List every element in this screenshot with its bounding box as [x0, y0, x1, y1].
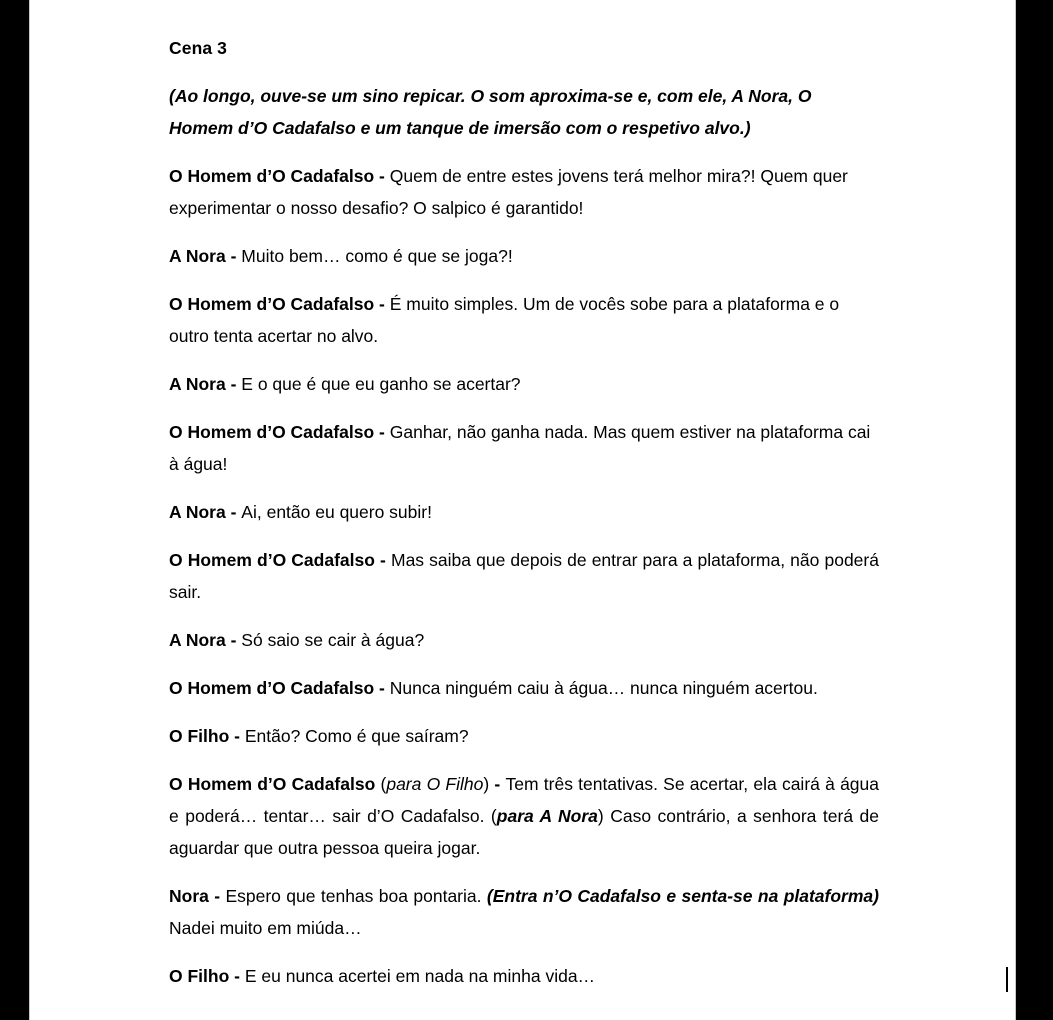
dialogue-text: Quem de entre estes jovens terá melhor mira?! Quem quer experimentar o nosso desafio? O salpico é garantido! — [169, 166, 848, 218]
inline-stage-direction: (Entra n’O Cadafalso e senta-se na plataforma) — [486, 886, 879, 906]
document-page[interactable] — [29, 0, 1016, 1020]
speaker-dash: - — [374, 678, 390, 698]
dialogue-paragraph — [169, 752, 879, 864]
speaker-dash: - — [225, 246, 242, 266]
dialogue-text: Tem três tentativas. Se acertar, ela cairá à água e poderá… tentar… sair d’O Cadafalso. ( — [169, 774, 879, 826]
speaker-name: O Filho — [169, 966, 230, 986]
speaker-name: O Homem d’O Cadafalso — [169, 422, 375, 442]
stage-direction-paragraph — [169, 64, 879, 144]
speaker-name: O Filho — [169, 726, 230, 746]
aside-open-paren: ( — [375, 774, 387, 794]
dialogue-text: Então? Como é que saíram? — [244, 726, 469, 746]
dialogue-paragraph — [169, 352, 879, 400]
dialogue-text: Ai, então eu quero subir! — [241, 502, 432, 522]
dialogue-text: Nunca ninguém caiu à água… nunca ninguém acertou. — [389, 678, 818, 698]
speaker-dash: - — [489, 774, 506, 794]
dialogue-text: E eu nunca acertei em nada na minha vida… — [244, 966, 596, 986]
dialogue-text: Mas saiba que depois de entrar para a plataforma, não poderá sair. — [169, 550, 879, 602]
document-text-column[interactable] — [169, 0, 879, 992]
speaker-name: O Homem d’O Cadafalso — [169, 294, 375, 314]
dialogue-paragraph — [169, 656, 879, 704]
text-cursor-caret — [1006, 967, 1008, 992]
dialogue-text: Só saio se cair à água? — [241, 630, 425, 650]
dialogue-text: É muito simples. Um de vocês sobe para a plataforma e o outro tenta acertar no alvo. — [169, 294, 840, 346]
speaker-dash: - — [374, 550, 391, 570]
speaker-dash: - — [225, 502, 242, 522]
aside-direction: para A Nora — [496, 806, 598, 826]
speaker-dash: - — [225, 374, 242, 394]
speaker-dash: - — [374, 422, 390, 442]
dialogue-text: ) Caso contrário, a senhora terá de aguardar que outra pessoa queira jogar. — [169, 806, 879, 858]
dialogue-text: Espero que tenhas boa pontaria. — [225, 886, 487, 906]
dialogue-paragraph — [169, 480, 879, 528]
dialogue-paragraph — [169, 704, 879, 752]
speaker-name: O Homem d’O Cadafalso — [169, 774, 376, 794]
speaker-name: O Homem d’O Cadafalso — [169, 550, 375, 570]
page-title: Cena 3 — [169, 38, 227, 58]
speaker-name: O Homem d’O Cadafalso — [169, 166, 375, 186]
dialogue-paragraph — [169, 608, 879, 656]
dialogue-text: Muito bem… como é que se joga?! — [241, 246, 513, 266]
speaker-dash: - — [229, 966, 245, 986]
dialogue-paragraph — [169, 224, 879, 272]
dialogue-text: Ganhar, não ganha nada. Mas quem estiver na plataforma cai à água! — [169, 422, 871, 474]
dialogue-paragraph — [169, 944, 879, 992]
speaker-dash: - — [374, 166, 390, 186]
dialogue-paragraph — [169, 144, 879, 224]
speaker-dash: - — [374, 294, 390, 314]
speaker-name: O Homem d’O Cadafalso — [169, 678, 375, 698]
dialogue-text: Nadei muito em miúda… — [169, 918, 362, 938]
speaker-name: Nora — [169, 886, 209, 906]
dialogue-paragraph — [169, 528, 879, 608]
speaker-dash: - — [208, 886, 226, 906]
aside-close-paren: ) — [483, 774, 490, 794]
speaker-name: A Nora — [169, 630, 226, 650]
speaker-name: A Nora — [169, 246, 226, 266]
aside-direction: para O Filho — [386, 774, 484, 794]
dialogue-paragraph — [169, 400, 879, 480]
speaker-dash: - — [225, 630, 242, 650]
speaker-name: A Nora — [169, 374, 226, 394]
dialogue-paragraph — [169, 272, 879, 352]
speaker-name: A Nora — [169, 502, 226, 522]
speaker-dash: - — [229, 726, 245, 746]
dialogue-paragraph — [169, 864, 879, 944]
dialogue-text: E o que é que eu ganho se acertar? — [241, 374, 521, 394]
stage-direction-text: (Ao longo, ouve-se um sino repicar. O som aproxima-se e, com ele, A Nora, O Homem d’O Cadafalso e um tanque de imersão com o respetivo alvo.) — [169, 86, 812, 138]
